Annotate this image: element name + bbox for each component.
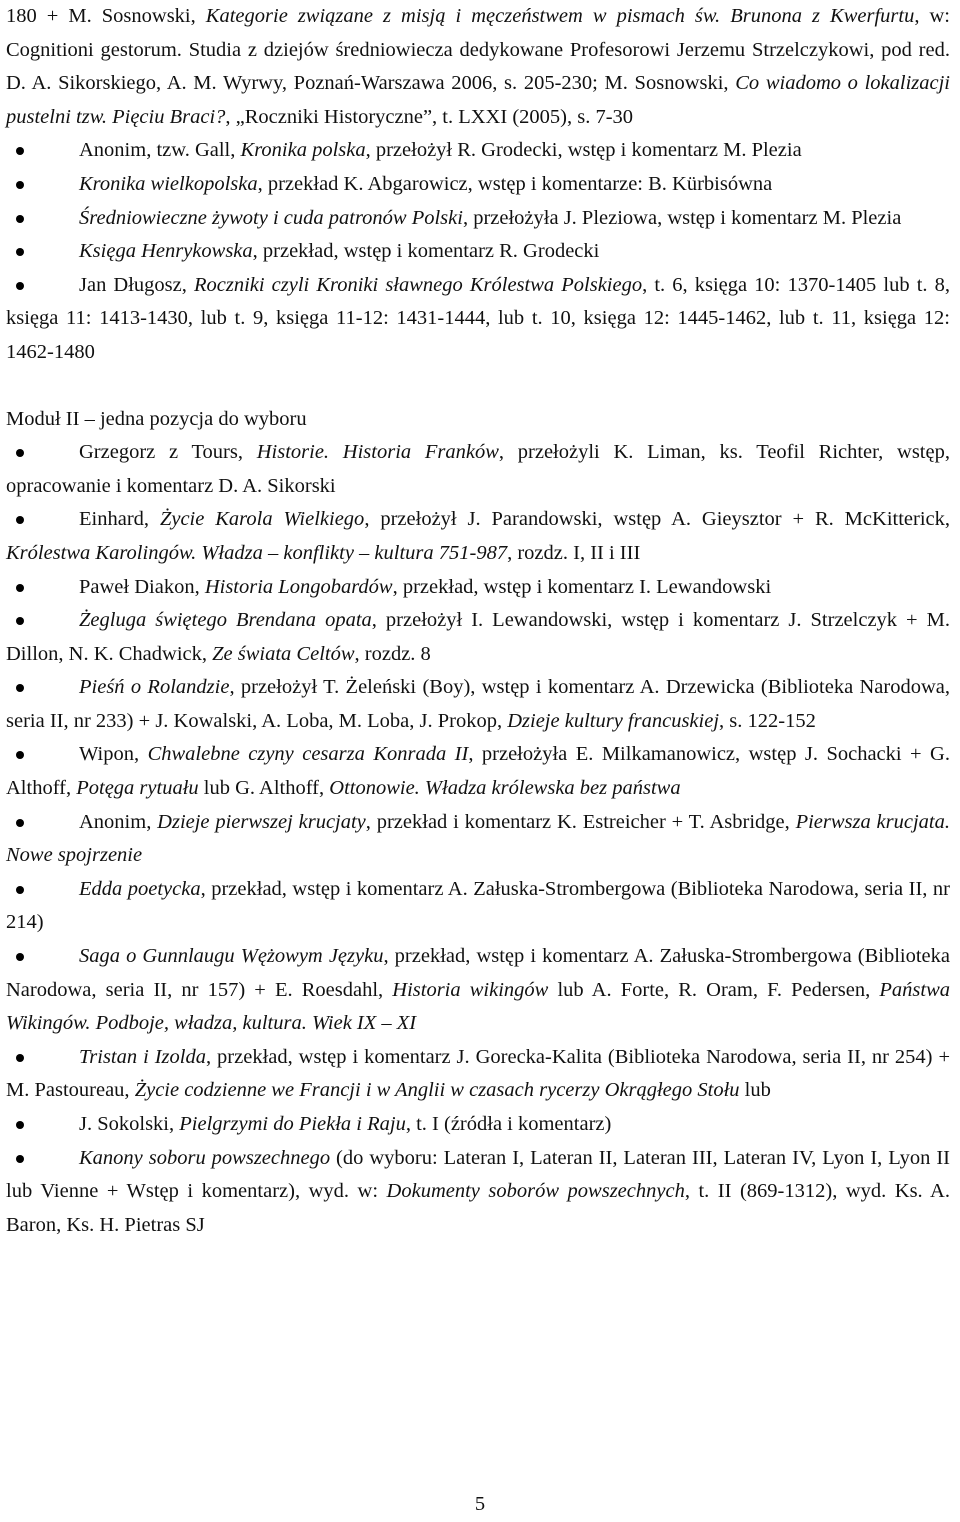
italic-title-run: Potęga rytuału [76, 777, 199, 800]
bullet-icon [16, 282, 24, 290]
bibliography-entry [6, 571, 950, 605]
bullet-icon [16, 953, 24, 961]
bullet-icon [16, 1121, 24, 1129]
italic-title-run: Królestwa Karolingów. Władza – konflikty – kultura 751-987 [6, 541, 508, 564]
module-2-heading: Moduł II – jedna pozycja do wyboru [6, 407, 307, 430]
italic-title-run: Kronika polska [240, 139, 366, 162]
bibliography-entry [6, 134, 950, 168]
text-run: Jan Długosz, [79, 273, 194, 296]
italic-title-run: Historie. Historia Franków [256, 441, 499, 464]
section-gap [6, 370, 950, 403]
bullet-icon [16, 1155, 24, 1163]
bibliography-entry [6, 168, 950, 202]
italic-title-run: Pieśń o Rolandzie [79, 676, 230, 699]
bibliography-entry [6, 436, 950, 503]
bullet-icon [16, 215, 24, 223]
italic-title-run: Ottonowie. Władza królewska bez państwa [329, 777, 681, 800]
bullet-icon [16, 751, 24, 759]
text-run: , przekład, wstęp i komentarz A. Załuska-Strombergowa (Biblioteka Narodowa, seria II, nr 157) + E. Roesdahl, [6, 945, 950, 1001]
bullet-icon [16, 584, 24, 592]
text-run: , przełożyli K. Liman, ks. Teofil Richter, wstęp, opracowanie i komentarz D. A. Sikorski [6, 441, 950, 497]
intro-paragraph [6, 0, 950, 134]
italic-title-run: Historia Longobardów [204, 575, 393, 598]
text-run: Einhard, [79, 508, 160, 531]
bullet-icon [16, 248, 24, 256]
bullet-icon [16, 886, 24, 894]
bibliography-entry [6, 604, 950, 671]
module-1-list [6, 134, 950, 369]
text-run: lub [739, 1079, 771, 1102]
italic-title-run: Kronika wielkopolska [79, 172, 258, 195]
text-run: , przekład K. Abgarowicz, wstęp i komentarze: B. Kürbisówna [257, 172, 773, 195]
italic-title-run: Życie codzienne we Francji i w Anglii w czasach rycerzy Okrągłego Stołu [134, 1079, 740, 1102]
text-run: lub A. Forte, R. Oram, F. Pedersen, [548, 978, 880, 1001]
bullet-icon [16, 684, 24, 692]
italic-title-run: Średniowieczne żywoty i cuda patronów Polski [79, 206, 463, 229]
italic-title-run: Żegluga świętego Brendana opata [79, 609, 372, 632]
text-run: , t. I (źródła i komentarz) [405, 1113, 612, 1135]
text-run: , t. II (869-1312), wyd. Ks. A. Baron, Ks. H. Pietras SJ [6, 1180, 950, 1236]
text-run: , przełożył T. Żeleński (Boy), wstęp i komentarz A. Drzewicka (Biblioteka Narodowa, seria II, nr 233) + J. Kowalski, A. Loba, M. Loba, J. Prokop, [6, 676, 950, 732]
italic-title-run: Co wiadomo o lokalizacji pustelni tzw. Pięciu Braci? [6, 72, 951, 128]
text-run: J. Sokolski, [79, 1113, 180, 1135]
bullet-icon [16, 147, 24, 155]
italic-title-run: Roczniki czyli Kroniki sławnego Królestwa Polskiego [193, 273, 643, 296]
text-run: , przekład, wstęp i komentarz R. Grodecki [252, 240, 600, 263]
bibliography-entry [6, 269, 950, 370]
bullet-icon [16, 1054, 24, 1062]
italic-title-run: Chwalebne czyny cesarza Konrada II [147, 743, 469, 766]
italic-title-run: Kategorie związane z misją i męczeństwem w pismach św. Brunona z Kwerfurtu [205, 5, 915, 27]
italic-title-run: Saga o Gunnlaugu Wężowym Języku [79, 945, 384, 968]
italic-title-run: Dzieje pierwszej krucjaty [157, 810, 366, 833]
bullet-icon [16, 516, 24, 524]
page-number: 5 [474, 1493, 486, 1515]
text-run: , przełożyła J. Pleziowa, wstęp i komentarz M. Plezia [462, 206, 902, 229]
text-run: Wipon, [79, 743, 148, 766]
text-run: Paweł Diakon, [79, 575, 205, 598]
italic-title-run: Pielgrzymi do Piekła i Raju [179, 1113, 406, 1135]
bullet-icon [16, 819, 24, 827]
text-run: Anonim, tzw. Gall, [79, 139, 241, 162]
italic-title-run: Ze świata Celtów [212, 642, 355, 665]
text-run: , przekład i komentarz K. Estreicher + T. Asbridge, [365, 810, 796, 833]
italic-title-run: Historia wikingów [392, 978, 549, 1001]
bibliography-entry [6, 738, 950, 805]
bibliography-entry [6, 503, 950, 570]
bibliography-entry [6, 202, 950, 236]
bibliography-entry [6, 940, 950, 1041]
text-run: , rozdz. I, II i III [507, 541, 641, 564]
bullet-icon [16, 449, 24, 457]
bibliography-entry [6, 671, 950, 738]
italic-title-run: Kanony soboru powszechnego [79, 1146, 331, 1169]
document-page [6, 0, 950, 1242]
bibliography-entry [6, 806, 950, 873]
text-run: , t. 6, księga 10: 1370-1405 lub t. 8, księga 11: 1413-1430, lub t. 9, księga 11-12: 1431-1444, lub t. 10, księga 12: 1445-1462, lub t. 11, księga 12: 1462-1480 [6, 273, 950, 363]
italic-title-run: Tristan i Izolda [79, 1045, 206, 1068]
italic-title-run: Życie Karola Wielkiego [159, 508, 365, 531]
text-run: 180 + M. Sosnowski, [6, 5, 206, 27]
text-run: , przekład, wstęp i komentarz A. Załuska-Strombergowa (Biblioteka Narodowa, seria II, nr 214) [6, 877, 950, 934]
italic-title-run: Pierwsza krucjata. Nowe spojrzenie [6, 810, 950, 867]
text-run: , przełożył I. Lewandowski, wstęp i komentarz J. Strzelczyk + M. Dillon, N. K. Chadwick, [6, 609, 950, 665]
text-run: , przekład, wstęp i komentarz I. Lewandowski [392, 575, 772, 598]
italic-title-run: Dokumenty soborów powszechnych [386, 1180, 685, 1203]
bibliography-entry [6, 235, 950, 269]
module-2-list [6, 436, 950, 1242]
italic-title-run: Państwa Wikingów. Podboje, władza, kultura. Wiek IX – XI [6, 978, 950, 1035]
text-run: , s. 122-152 [719, 709, 816, 732]
text-run: , przekład, wstęp i komentarz J. Gorecka-Kalita (Biblioteka Narodowa, seria II, nr 254) + M. Pastoureau, [6, 1045, 951, 1102]
text-run: Grzegorz z Tours, [79, 441, 257, 464]
text-run: , „Roczniki Historyczne”, t. LXXI (2005), s. 7-30 [225, 105, 634, 128]
text-run: , przełożył R. Grodecki, wstęp i komentarz M. Plezia [365, 139, 802, 162]
bibliography-entry [6, 1142, 950, 1243]
bullet-icon [16, 181, 24, 189]
italic-title-run: Edda poetycka [79, 877, 201, 900]
bibliography-entry [6, 1041, 950, 1108]
text-run: , przełożyła E. Milkamanowicz, wstęp J. Sochacki + G. Althoff, [6, 743, 950, 800]
text-run: lub G. Althoff, [198, 777, 330, 800]
text-run: Anonim, [79, 810, 158, 833]
text-run: , rozdz. 8 [354, 642, 431, 665]
bibliography-entry [6, 1108, 950, 1142]
text-run: , przełożył J. Parandowski, wstęp A. Gieysztor + R. McKitterick, [364, 508, 950, 531]
text-run: , w: Cognitioni gestorum. Studia z dziejów średniowiecza dedykowane Profesorowi Jerzemu Strzelczykowi, pod red. D. A. Sikorskiego, A. M. Wyrwy, Poznań-Warszawa 2006, s. 205-230; M. Sosnowski, [6, 5, 950, 95]
italic-title-run: Księga Henrykowska [79, 240, 253, 263]
bullet-icon [16, 617, 24, 625]
italic-title-run: Dzieje kultury francuskiej [507, 709, 720, 732]
text-run: (do wyboru: Lateran I, Lateran II, Lateran III, Lateran IV, Lyon I, Lyon II lub Vienne + Wstęp i komentarz), wyd. w: [6, 1146, 950, 1203]
bibliography-entry [6, 873, 950, 940]
